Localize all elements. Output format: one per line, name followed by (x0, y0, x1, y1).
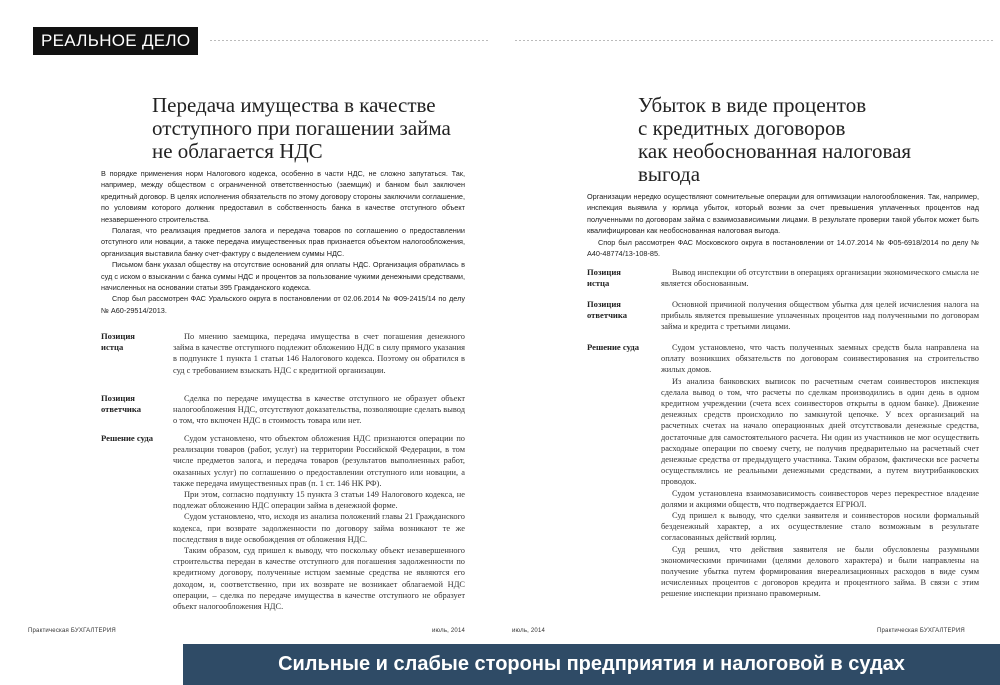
right-lead-paragraph: Организации нередко осуществляют сомнительные операции для оптимизации налогообложения. Так, например, инспекция выявила у юрлица убыток, который возник за счет превышения уплаченных процентов над полученными по договорам займа с взаимозависимыми лицами. В результате проверки такой убыток может быть квалифицирован как необоснованная налоговая выгода. (587, 192, 979, 236)
section-label: Позиция ответчика (101, 393, 141, 414)
right-footer-magazine: Практическая БУХГАЛТЕРИЯ (877, 628, 965, 634)
body-paragraph: Судом установлено, что часть полученных заемных средств была направлена на оплату возникших обязательств по договорам соинвестирования на строительство жилых домов. (661, 343, 979, 375)
section-body (173, 433, 465, 612)
body-paragraph: Из анализа банковских выписок по расчетным счетам соинвесторов инспекция сделала вывод о том, что расчеты по сделкам производились в один день в одном кредитном учреждении (счета всех соинвесторов открыты в одном банке). Движение денежных средств происходило по замкнутой цепочке. У всех организаций на расчетных счетах на начало операционных дней отсутствовали денежные средства, достаточные для самостоятельного расчета. Ни один из участников не мог осуществить расходные операции по своему счету, не получив предварительно на расчетный счет денежные средства от предыдущего участника. Таким образом, фактически все расчеты осуществлялись не реальными денежными средствами, а путем внутрибанковских проводок. (661, 376, 979, 487)
section-rubric: РЕАЛЬНОЕ ДЕЛО (33, 27, 198, 55)
section-label: Решение суда (101, 433, 153, 443)
body-paragraph: Судом установлено, что объектом обложения НДС признаются операции по реализации товаров (работ, услуг) на территории Российской Федерации, в том числе предметов залога, и передача товаров (результатов выполненных работ, оказанных услуг) по соглашению о предоставлении отступного или новации, а также передача имущественных прав (п. 1 ст. 146 НК РФ). (173, 434, 465, 488)
body-paragraph: Основной причиной получения обществом убытка для целей исчисления налога на прибыль является превышение уплаченных процентов над полученными по договорам займа и кредита с третьими лицами. (661, 300, 979, 332)
body-paragraph: Судом установлено, что, исходя из анализа положений главы 21 Гражданского кодекса, при возврате задолженности по договору займа возникают те же последствия в виде освобождения от обложения НДС. (173, 512, 465, 544)
body-paragraph: Таким образом, суд пришел к выводу, что поскольку объект незавершенного строительства передан в качестве отступного для погашения задолженности по кредитному договору, полученные истцом заемные средства не являются его доходом, и, соответственно, при их возврате не возникает облагаемой НДС операции, – сделка по передаче имущества в качестве отступного не образует объект налогообложения НДС. (173, 546, 465, 612)
body-paragraph: Судом установлена взаимозависимость соинвесторов через перекрестное владение долями и акциями обществ, что подтверждается ЕГРЮЛ. (661, 488, 979, 509)
left-footer-date: июль, 2014 (432, 628, 466, 634)
header-divider-right (515, 40, 995, 41)
section-label: Позиция ответчика (587, 299, 627, 320)
right-footer-date: июль, 2014 (512, 628, 546, 634)
body-paragraph: Суд решил, что действия заявителя не были обусловлены разумными экономическими причинами (целями делового характера) и были направлены на получение убытка путем формирования внереализационных расходов в виде сумм исчисленных процентов с договоров кредита и процентного займа. В связи с этим решение инспекции признано правомерным. (661, 544, 979, 599)
section-label: Позиция истца (101, 331, 135, 352)
section-body (661, 267, 979, 289)
section-body (173, 331, 465, 376)
right-section-plaintiff (587, 267, 979, 289)
right-lead-paragraph: Спор был рассмотрен ФАС Московского округа в постановлении от 14.07.2014 № Ф05-6918/2014 по делу № А40-48774/13-108-85. (587, 237, 979, 259)
right-section-decision (587, 342, 979, 600)
body-paragraph: Сделка по передаче имущества в качестве отступного не образует объект налогообложения НДС, отсутствуют доказательства, позволяющие сделать вывод о том, что включен НДС в стоимость товара или нет. (173, 394, 465, 426)
left-footer-magazine: Практическая БУХГАЛТЕРИЯ (28, 628, 116, 634)
header-divider-left (210, 40, 490, 41)
left-article-title: Передача имущества в качестве отступного при погашении займа не облагается НДС (152, 93, 451, 163)
section-body (661, 299, 979, 333)
body-paragraph: При этом, согласно подпункту 15 пункта 3 статьи 149 Налогового кодекса, не подлежат обложению НДС операции займа в денежной форме. (173, 490, 465, 511)
section-label: Позиция истца (587, 267, 621, 288)
right-section-defendant (587, 299, 979, 333)
section-body (661, 342, 979, 600)
left-section-defendant (101, 393, 465, 427)
left-section-decision (101, 433, 465, 612)
left-lead-paragraph: Полагая, что реализация предметов залога и передача товаров по соглашению о предоставлении отступного или новации, а также передача имущественных прав признается объектом налогообложения, организация выставила банку счет-фактуру с выделением суммы НДС. (101, 226, 465, 258)
left-lead-paragraph: Письмом банк указал обществу на отсутствие оснований для оплаты НДС. Организация обратилась в суд с иском о взыскании с банка суммы НДС и процентов за пользование чужими денежными средствами, начисленных на основании статьи 395 Гражданского кодекса. (101, 260, 465, 293)
body-paragraph: Вывод инспекции об отсутствии в операциях организации экономического смысла не является обоснованным. (661, 268, 979, 289)
right-article-lead (587, 191, 979, 259)
body-paragraph: По мнению заемщика, передача имущества в счет погашения денежного займа в качестве отступного подлежит обложению НДС в силу прямого указания в подпункте 1 пункта 1 статьи 146 Налогового кодекса. Поэтому он обратился в суд с требованием взыскать НДС с кредитной организации. (173, 332, 465, 375)
body-paragraph: Суд пришел к выводу, что сделки заявителя и соинвесторов носили формальный безденежный характер, а их осуществление стало возможным в результате согласованных действий юрлиц. (661, 511, 979, 543)
caption-banner: Сильные и слабые стороны предприятия и налоговой в судах (183, 644, 1000, 685)
left-section-plaintiff (101, 331, 465, 376)
left-lead-paragraph: Спор был рассмотрен ФАС Уральского округа в постановлении от 02.06.2014 № Ф09-2415/14 по делу № А60-29514/2013. (101, 294, 465, 315)
section-label: Решение суда (587, 342, 639, 352)
left-lead-paragraph: В порядке применения норм Налогового кодекса, особенно в части НДС, не сложно запутаться. Так, например, между обществом с ограниченной ответственностью (заемщик) и банком был заключен кредитный договор. В целях исполнения обязательств по этому договору стороны заключили соглашение, по условиям которого должник предоставил в собственность банка в качестве отступного объект незавершенного строительства. (101, 169, 465, 224)
section-body (173, 393, 465, 427)
right-article-title: Убыток в виде процентов с кредитных договоров как необоснованная налоговая выгода (638, 93, 912, 186)
left-article-lead (101, 168, 465, 316)
